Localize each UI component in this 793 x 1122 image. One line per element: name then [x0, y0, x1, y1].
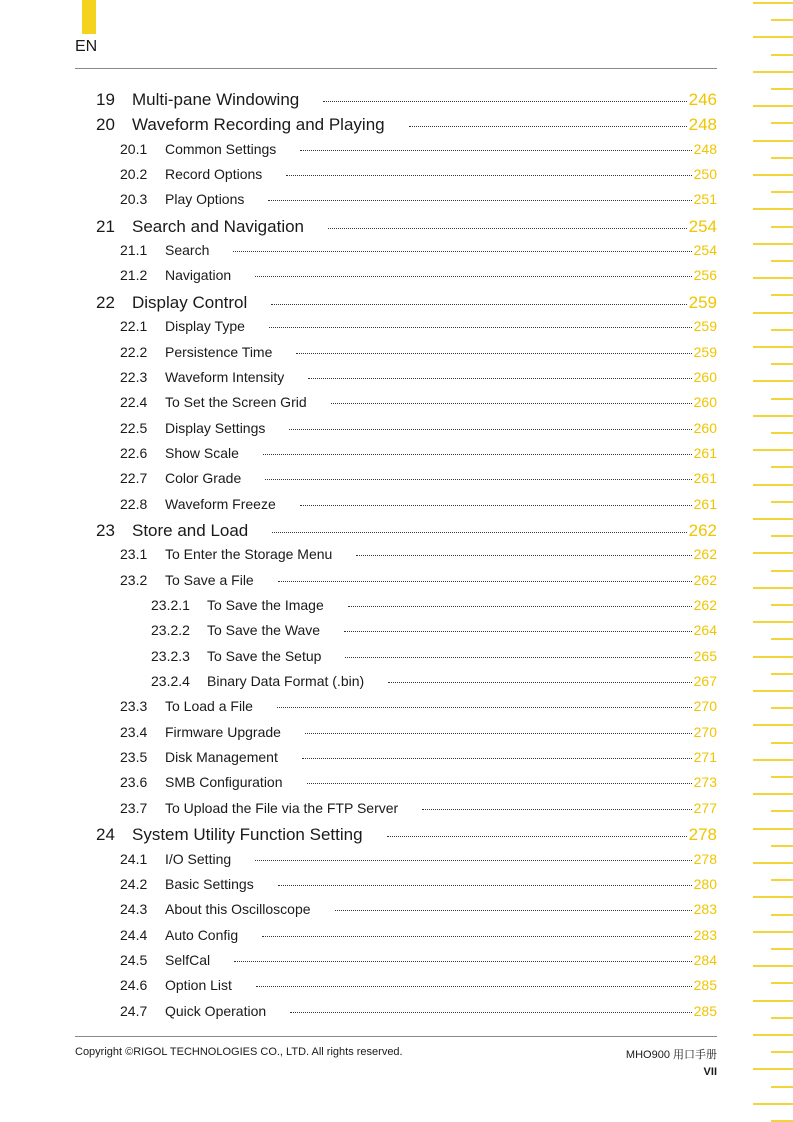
toc-entry-number: 24.7	[120, 1002, 148, 1019]
toc-entry-title: I/O Setting	[165, 850, 232, 867]
toc-entry-title: Display Type	[165, 318, 245, 335]
toc-dot-leader	[387, 836, 687, 837]
toc-entry-page: 262	[688, 520, 717, 540]
toc-dot-leader	[388, 682, 691, 683]
toc-entry-page: 250	[693, 166, 717, 183]
edge-tab-line	[771, 914, 793, 916]
toc-entry-title: Option List	[165, 977, 232, 994]
edge-tab-line	[771, 294, 793, 296]
toc-entry-number: 22.1	[120, 318, 148, 335]
toc-entry[interactable]	[120, 952, 717, 968]
toc-entry-number: 22	[96, 292, 115, 312]
toc-entry[interactable]	[96, 521, 717, 541]
toc-entry-page: 278	[693, 850, 717, 867]
edge-tab-line	[753, 518, 793, 520]
toc-entry[interactable]	[96, 293, 717, 313]
edge-tab-line	[771, 191, 793, 193]
toc-entry[interactable]	[96, 825, 717, 845]
toc-dot-leader	[234, 961, 692, 962]
toc-entry-page: 260	[693, 419, 717, 436]
toc-entry-title: Record Options	[165, 166, 263, 183]
toc-entry-page: 264	[693, 622, 717, 639]
toc-entry[interactable]	[120, 394, 717, 410]
toc-entry[interactable]	[120, 369, 717, 385]
toc-entry[interactable]	[96, 217, 717, 237]
edge-tab-line	[771, 810, 793, 812]
toc-entry-title: To Upload the File via the FTP Server	[165, 799, 399, 816]
toc-entry[interactable]	[120, 191, 717, 207]
toc-entry-page: 277	[693, 799, 717, 816]
edge-tab-line	[753, 621, 793, 623]
language-label: EN	[75, 38, 98, 55]
edge-tab-line	[753, 1034, 793, 1036]
toc-entry-number: 21	[96, 216, 115, 236]
toc-entry-number: 24.2	[120, 875, 148, 892]
toc-entry-number: 22.8	[120, 495, 148, 512]
toc-dot-leader	[233, 251, 691, 252]
toc-entry-number: 20.3	[120, 191, 148, 208]
toc-entry-title: Waveform Recording and Playing	[132, 115, 385, 135]
toc-dot-leader	[255, 860, 691, 861]
edge-tab-line	[753, 793, 793, 795]
toc-entry-title: To Save the Image	[207, 597, 324, 613]
edge-tab-line	[771, 88, 793, 90]
edge-tab-line	[771, 673, 793, 675]
edge-tab-line	[753, 656, 793, 658]
toc-entry-title: Display Control	[132, 292, 248, 312]
toc-entry-title: To Save the Wave	[207, 622, 321, 639]
toc-entry-title: Color Grade	[165, 470, 242, 487]
toc-entry[interactable]	[120, 344, 717, 360]
toc-entry[interactable]	[96, 115, 717, 135]
toc-entry-title: To Load a File	[165, 698, 253, 715]
toc-entry-title: To Set the Screen Grid	[165, 394, 307, 411]
toc-entry-page: 278	[688, 825, 717, 845]
toc-dot-leader	[307, 783, 692, 784]
edge-tab-line	[753, 862, 793, 864]
toc-dot-leader	[271, 304, 686, 305]
toc-entry-title: Firmware Upgrade	[165, 723, 281, 740]
toc-entry-title: Play Options	[165, 191, 245, 208]
toc-entry-page: 262	[693, 546, 717, 563]
toc-dot-leader	[302, 758, 692, 759]
toc-entry-number: 22.7	[120, 470, 148, 487]
edge-tab-line	[753, 931, 793, 933]
toc-entry-page: 259	[693, 343, 717, 360]
edge-tab-line	[771, 845, 793, 847]
toc-dot-leader	[344, 631, 692, 632]
toc-entry[interactable]	[120, 851, 717, 867]
toc-entry[interactable]	[120, 496, 717, 512]
toc-entry-title: Navigation	[165, 267, 232, 284]
toc-entry-title: Store and Load	[132, 520, 249, 540]
edge-tab-line	[753, 759, 793, 761]
toc-entry[interactable]	[120, 1003, 717, 1019]
toc-dot-leader	[277, 707, 692, 708]
toc-entry-title: Waveform Freeze	[165, 495, 276, 512]
toc-entry-title: To Save a File	[165, 571, 254, 588]
toc-entry-page: 265	[693, 647, 717, 664]
toc-entry-title: Persistence Time	[165, 343, 273, 360]
toc-entry-number: 23.6	[120, 774, 148, 791]
toc-entry-page: 285	[693, 1002, 717, 1019]
toc-entry-number: 23.2.2	[151, 622, 190, 639]
toc-entry-title: Common Settings	[165, 140, 277, 157]
toc-entry-page: 280	[693, 875, 717, 892]
toc-entry-number: 20	[96, 115, 115, 135]
toc-entry-page: 260	[693, 394, 717, 411]
toc-dot-leader	[409, 126, 687, 127]
toc-entry-number: 22.2	[120, 343, 148, 360]
toc-dot-leader	[422, 809, 691, 810]
toc-entry[interactable]	[120, 267, 717, 283]
edge-tab-line	[753, 312, 793, 314]
toc-entry-page: 254	[688, 216, 717, 236]
page-edge-tabs	[745, 0, 793, 1122]
toc-entry[interactable]	[120, 698, 717, 714]
edge-tab-line	[753, 415, 793, 417]
toc-entry-page: 285	[693, 977, 717, 994]
edge-tab-line	[753, 724, 793, 726]
toc-entry-title: SelfCal	[165, 951, 211, 968]
toc-dot-leader	[278, 581, 692, 582]
toc-entry[interactable]	[120, 318, 717, 334]
toc-entry[interactable]	[120, 166, 717, 182]
toc-entry-page: 254	[693, 242, 717, 259]
toc-entry[interactable]	[151, 673, 717, 689]
edge-tab-line	[753, 105, 793, 107]
footer-copyright: Copyright ©RIGOL TECHNOLOGIES CO., LTD. All rights reserved.	[75, 1046, 403, 1058]
header-divider	[75, 68, 717, 69]
toc-dot-leader	[286, 175, 691, 176]
toc-entry-number: 23.2.4	[151, 673, 190, 690]
toc-entry[interactable]	[151, 648, 717, 664]
toc-entry-number: 23.2.3	[151, 647, 190, 664]
chapter-tab-marker	[82, 0, 96, 34]
edge-tab-line	[771, 260, 793, 262]
edge-tab-line	[771, 501, 793, 503]
toc-entry-title: Disk Management	[165, 749, 278, 766]
edge-tab-line	[771, 982, 793, 984]
toc-entry[interactable]	[120, 546, 717, 562]
toc-entry-title: Search and Navigation	[132, 216, 305, 236]
edge-tab-line	[771, 570, 793, 572]
edge-tab-line	[753, 174, 793, 176]
toc-dot-leader	[255, 276, 691, 277]
edge-tab-line	[753, 552, 793, 554]
edge-tab-line	[771, 948, 793, 950]
toc-entry[interactable]	[120, 141, 717, 157]
toc-entry-title: Auto Config	[165, 926, 239, 943]
toc-dot-leader	[278, 885, 692, 886]
toc-entry[interactable]	[120, 572, 717, 588]
toc-entry-page: 256	[693, 267, 717, 284]
toc-entry-number: 22.6	[120, 444, 148, 461]
toc-entry[interactable]	[120, 749, 717, 765]
toc-entry-number: 24	[96, 825, 115, 845]
edge-tab-line	[753, 346, 793, 348]
toc-entry-title: Display Settings	[165, 419, 266, 436]
toc-entry-number: 19	[96, 90, 115, 109]
edge-tab-line	[753, 208, 793, 210]
toc-entry-title: Binary Data Format (.bin)	[207, 673, 365, 690]
toc-entry-title: About this Oscilloscope	[165, 901, 311, 918]
toc-entry-page: 261	[693, 470, 717, 487]
toc-entry[interactable]	[120, 977, 717, 993]
edge-tab-line	[771, 1017, 793, 1019]
toc-dot-leader	[256, 986, 692, 987]
toc-entry-page: 259	[693, 318, 717, 335]
toc-dot-leader	[308, 378, 691, 379]
edge-tab-line	[753, 71, 793, 73]
edge-tab-line	[753, 587, 793, 589]
toc-entry-number: 24.4	[120, 926, 148, 943]
edge-tab-line	[753, 484, 793, 486]
toc-entry-number: 20.2	[120, 166, 148, 183]
toc-entry-number: 23	[96, 520, 115, 540]
toc-entry-title: To Save the Setup	[207, 647, 322, 664]
toc-entry-page: 248	[688, 115, 717, 135]
toc-entry-number: 24.6	[120, 977, 148, 994]
edge-tab-line	[771, 776, 793, 778]
toc-entry-number: 23.7	[120, 799, 148, 816]
toc-entry[interactable]	[151, 597, 717, 613]
toc-entry[interactable]	[120, 774, 717, 790]
edge-tab-line	[771, 638, 793, 640]
toc-dot-leader	[268, 200, 691, 201]
toc-dot-leader	[289, 429, 691, 430]
footer-page-number: VII	[703, 1066, 717, 1078]
edge-tab-line	[771, 157, 793, 159]
edge-tab-line	[753, 896, 793, 898]
toc-dot-leader	[356, 555, 691, 556]
toc-entry-page: 246	[688, 90, 717, 109]
edge-tab-line	[771, 54, 793, 56]
edge-tab-line	[753, 1103, 793, 1105]
toc-entry-number: 24.5	[120, 951, 148, 968]
toc-entry-page: 271	[693, 749, 717, 766]
edge-tab-line	[753, 1068, 793, 1070]
edge-tab-line	[771, 432, 793, 434]
edge-tab-line	[771, 1051, 793, 1053]
toc-entry-page: 261	[693, 444, 717, 461]
toc-entry[interactable]	[120, 242, 717, 258]
footer-divider	[75, 1036, 717, 1037]
toc-dot-leader	[331, 403, 692, 404]
toc-entry-page: 283	[693, 926, 717, 943]
edge-tab-line	[771, 604, 793, 606]
edge-tab-line	[771, 398, 793, 400]
toc-entry-number: 21.1	[120, 242, 148, 259]
toc-entry[interactable]	[120, 927, 717, 943]
footer-product: MHO900 用口手册	[625, 1049, 717, 1061]
toc-entry-title: Multi-pane Windowing	[132, 90, 300, 109]
edge-tab-line	[771, 535, 793, 537]
toc-entry-number: 22.5	[120, 419, 148, 436]
toc-dot-leader	[335, 910, 692, 911]
edge-tab-line	[753, 277, 793, 279]
toc-dot-leader	[305, 733, 692, 734]
toc-entry-page: 273	[693, 774, 717, 791]
toc-entry-page: 261	[693, 495, 717, 512]
toc-dot-leader	[348, 606, 692, 607]
toc-dot-leader	[328, 228, 687, 229]
toc-entry-title: Search	[165, 242, 210, 259]
toc-entry-page: 260	[693, 368, 717, 385]
toc-entry[interactable]	[120, 876, 717, 892]
toc-entry-number: 23.2	[120, 571, 148, 588]
toc-entry-number: 24.3	[120, 901, 148, 918]
toc-entry-number: 22.4	[120, 394, 148, 411]
edge-tab-line	[771, 226, 793, 228]
toc-entry-page: 270	[693, 698, 717, 715]
toc-dot-leader	[323, 101, 686, 102]
toc-entry-title: Waveform Intensity	[165, 368, 285, 385]
edge-tab-line	[753, 243, 793, 245]
toc-entry-page: 259	[688, 292, 717, 312]
toc-dot-leader	[290, 1012, 691, 1013]
toc-entry-page: 251	[693, 191, 717, 208]
toc-entry[interactable]	[120, 420, 717, 436]
toc-entry[interactable]	[120, 724, 717, 740]
toc-dot-leader	[269, 327, 692, 328]
toc-dot-leader	[300, 505, 692, 506]
toc-dot-leader	[345, 657, 691, 658]
toc-entry[interactable]	[120, 470, 717, 486]
toc-entry-number: 23.5	[120, 749, 148, 766]
toc-entry-page: 284	[693, 951, 717, 968]
edge-tab-line	[753, 449, 793, 451]
edge-tab-line	[753, 1000, 793, 1002]
toc-entry-number: 23.3	[120, 698, 148, 715]
edge-tab-line	[771, 466, 793, 468]
edge-tab-line	[771, 122, 793, 124]
toc-entry-title: Quick Operation	[165, 1002, 267, 1019]
edge-tab-line	[771, 363, 793, 365]
edge-tab-line	[771, 329, 793, 331]
toc-dot-leader	[262, 936, 691, 937]
toc-entry-title: Show Scale	[165, 444, 239, 461]
toc-entry-number: 24.1	[120, 850, 148, 867]
toc-entry-page: 283	[693, 901, 717, 918]
toc-dot-leader	[296, 353, 691, 354]
toc-entry-number: 20.1	[120, 140, 148, 157]
toc-entry-page: 262	[693, 571, 717, 588]
toc-entry-title: To Enter the Storage Menu	[165, 546, 333, 563]
edge-tab-line	[771, 742, 793, 744]
edge-tab-line	[771, 707, 793, 709]
toc-entry-number: 23.2.1	[151, 597, 190, 613]
toc-entry[interactable]	[151, 622, 717, 638]
toc-dot-leader	[272, 532, 686, 533]
edge-tab-line	[771, 1086, 793, 1088]
edge-tab-line	[753, 690, 793, 692]
toc-entry-number: 22.3	[120, 368, 148, 385]
edge-tab-line	[753, 36, 793, 38]
toc-entry-page: 262	[693, 597, 717, 613]
toc-entry-page: 267	[693, 673, 717, 690]
edge-tab-line	[753, 828, 793, 830]
edge-tab-line	[753, 965, 793, 967]
toc-dot-leader	[263, 454, 692, 455]
edge-tab-line	[771, 19, 793, 21]
toc-entry[interactable]	[96, 90, 717, 110]
toc-entry-page: 248	[693, 140, 717, 157]
toc-entry[interactable]	[120, 901, 717, 917]
edge-tab-line	[753, 380, 793, 382]
edge-tab-line	[753, 140, 793, 142]
toc-entry-page: 270	[693, 723, 717, 740]
toc-entry[interactable]	[120, 445, 717, 461]
toc-entry-title: Basic Settings	[165, 875, 254, 892]
toc-entry[interactable]	[120, 800, 717, 816]
toc-dot-leader	[300, 150, 691, 151]
toc-entry-title: System Utility Function Setting	[132, 825, 363, 845]
toc-entry-number: 21.2	[120, 267, 148, 284]
edge-tab-line	[771, 879, 793, 881]
toc-dot-leader	[265, 479, 691, 480]
toc-entry-title: SMB Configuration	[165, 774, 283, 791]
toc-entry-number: 23.1	[120, 546, 148, 563]
edge-tab-line	[753, 2, 793, 4]
toc-entry-number: 23.4	[120, 723, 148, 740]
